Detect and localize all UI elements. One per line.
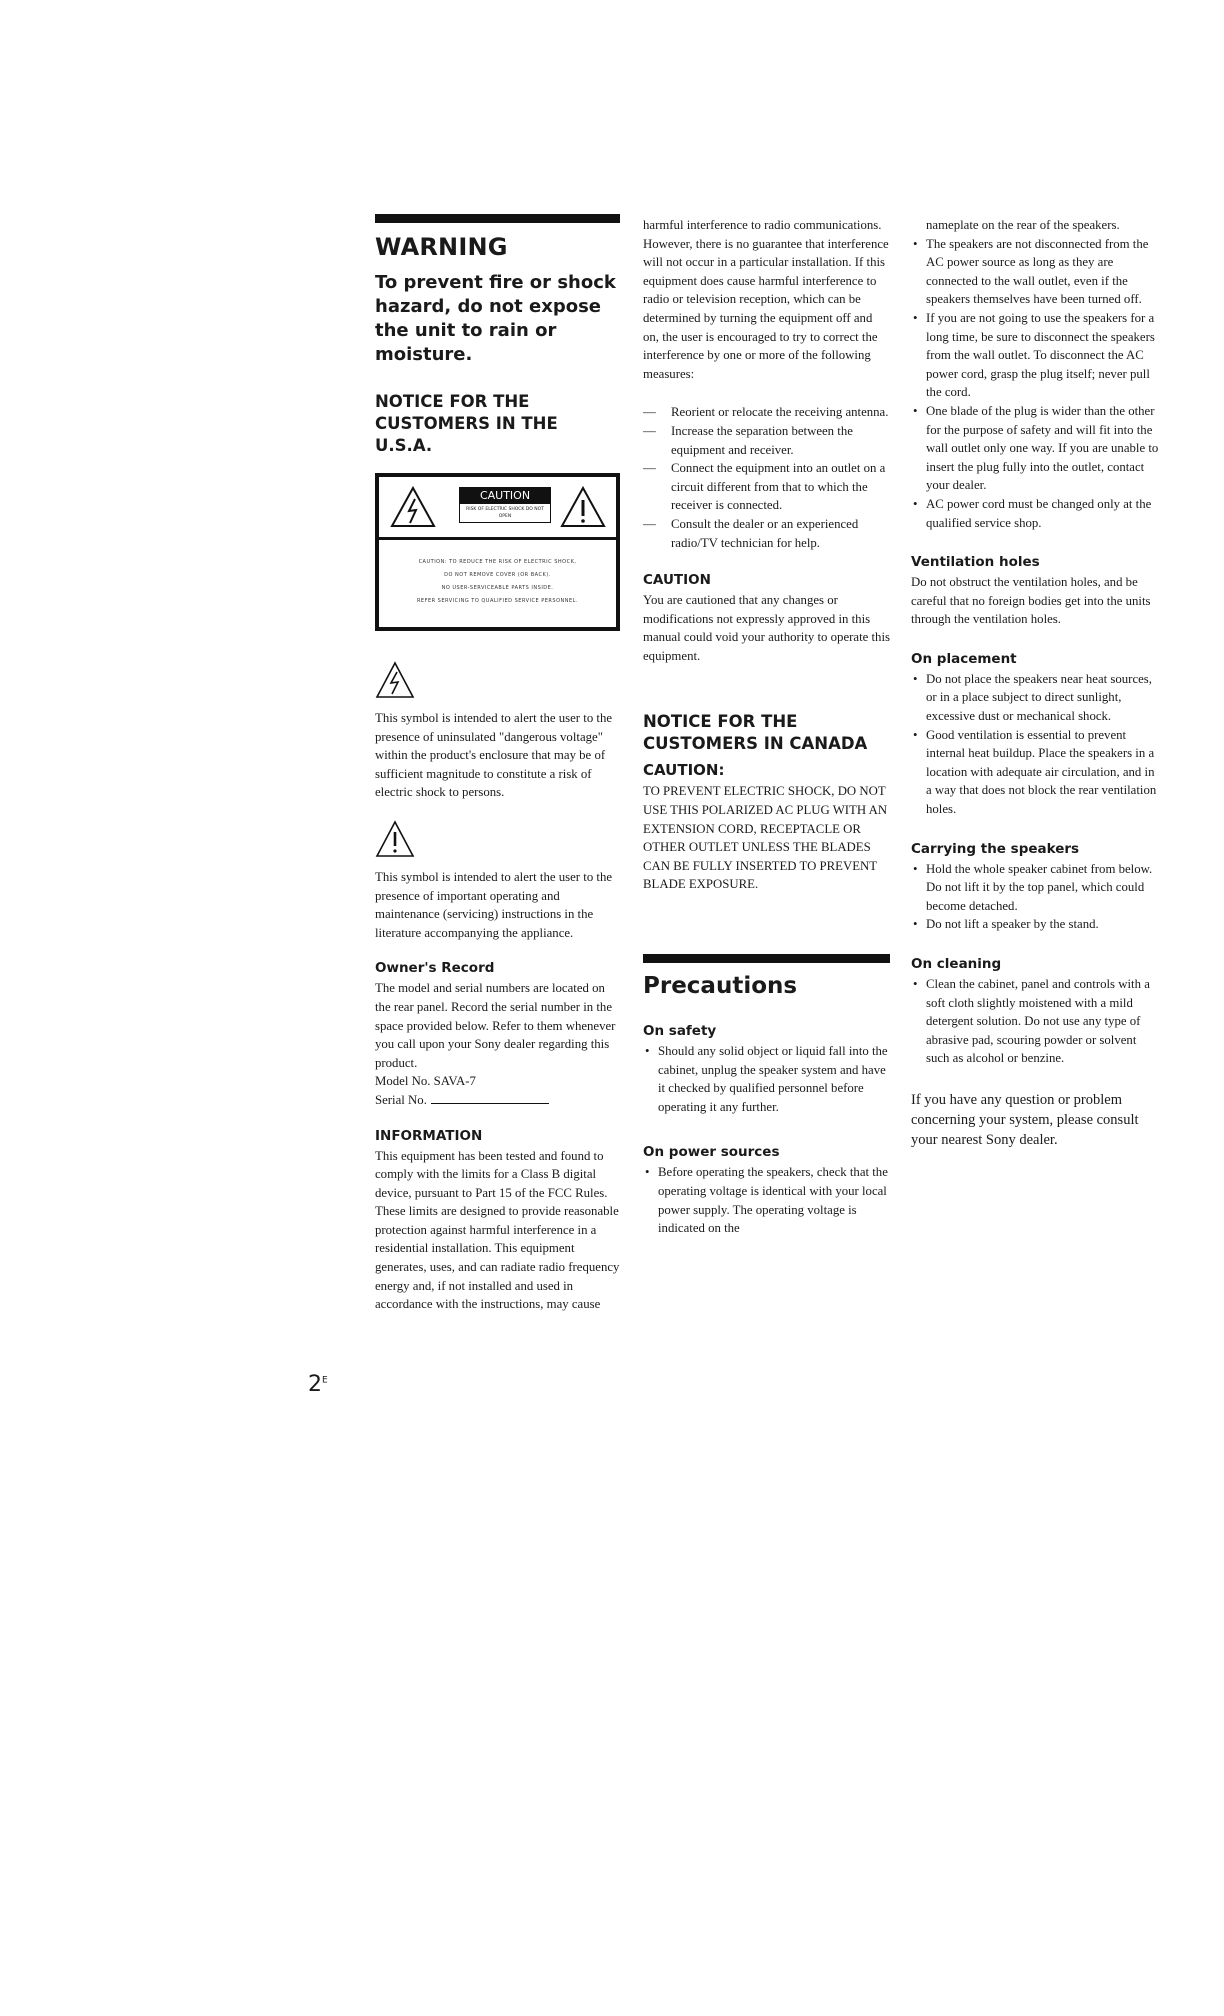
model-number: Model No. SAVA-7 bbox=[375, 1074, 476, 1089]
list-item: • Hold the whole speaker cabinet from below. Do not lift it by the top panel, which could become detached. bbox=[911, 860, 1161, 916]
carrying-heading: Carrying the speakers bbox=[911, 840, 1080, 857]
caution-label-box bbox=[459, 487, 551, 523]
placement-list bbox=[911, 670, 1161, 819]
list-item: — Consult the dealer or an experienced radio/TV technician for help. bbox=[643, 515, 890, 552]
section-rule bbox=[643, 954, 890, 963]
carrying-list bbox=[911, 860, 1161, 934]
list-item: • Good ventilation is essential to prevent internal heat buildup. Place the speakers in a location with adequate air circulation, and in a way that does not block the rear ventilation holes. bbox=[911, 726, 1161, 819]
list-item: • Do not place the speakers near heat sources, or in a place subject to direct sunlight, excessive dust or mechanical shock. bbox=[911, 670, 1161, 726]
list-item: • The speakers are not disconnected from the AC power source as long as they are connected to the wall outlet, even if the speakers themselves have been turned off. bbox=[911, 235, 1161, 309]
caution-label-line: CAUTION: TO REDUCE THE RISK OF ELECTRIC SHOCK, bbox=[418, 559, 577, 565]
serial-number-label: Serial No. bbox=[375, 1092, 427, 1107]
list-item: • Should any solid object or liquid fall into the cabinet, unplug the speaker system and have it checked by qualified personnel before operating it any further. bbox=[643, 1042, 890, 1116]
precautions-title: Precautions bbox=[643, 973, 798, 1000]
list-item: — Connect the equipment into an outlet on a circuit different from that to which the receiver is connected. bbox=[643, 459, 890, 515]
lightning-triangle-icon bbox=[389, 485, 437, 529]
caution-label-subtitle: RISK OF ELECTRIC SHOCK DO NOT OPEN bbox=[466, 507, 544, 519]
warning-subtitle: To prevent fire or shock hazard, do not expose the unit to rain or moisture. bbox=[375, 272, 616, 365]
power-sources-heading: On power sources bbox=[643, 1144, 780, 1161]
power-sources-continued: nameplate on the rear of the speakers. bbox=[926, 218, 1120, 232]
list-item: — Reorient or relocate the receiving antenna. bbox=[643, 403, 890, 422]
caution-label-line: REFER SERVICING TO QUALIFIED SERVICE PERSONNEL. bbox=[416, 598, 579, 604]
owners-record-heading: Owner's Record bbox=[375, 960, 495, 977]
owners-record-text: The model and serial numbers are located on the rear panel. Record the serial number in the space provided below. Refer to them whenever you call upon your Sony dealer regarding this product. bbox=[375, 981, 616, 1070]
caution-label-line: NO USER-SERVICEABLE PARTS INSIDE. bbox=[441, 585, 554, 591]
information-text: This equipment has been tested and found to comply with the limits for a Class B digital device, pursuant to Part 15 of the FCC Rules. These limits are designed to provide reasonable protection against harmful interference in a residential installation. This equipment generates, uses, and can radiate radio frequency energy and, if not installed and used in accordance with the instructions, may cause bbox=[375, 1148, 620, 1312]
closing-note: If you have any question or problem concerning your system, please consult your nearest Sony dealer. bbox=[911, 1091, 1139, 1148]
serial-number-blank bbox=[431, 1092, 549, 1104]
caution-heading: CAUTION bbox=[643, 572, 711, 589]
list-item: • If you are not going to use the speakers for a long time, be sure to disconnect the speakers from the wall outlet. To disconnect the AC power cord, grasp the plug itself; never pull the cord. bbox=[911, 309, 1161, 402]
list-item: • Clean the cabinet, panel and controls with a soft cloth slightly moistened with a mild detergent solution. Do not use any type of abrasive pad, scouring powder or solvent such as alcohol or benzine. bbox=[911, 975, 1161, 1068]
on-safety-list bbox=[643, 1042, 890, 1116]
caution-label-text bbox=[379, 537, 616, 608]
cleaning-heading: On cleaning bbox=[911, 956, 1002, 972]
section-rule bbox=[375, 214, 620, 223]
list-item: • Do not lift a speaker by the stand. bbox=[911, 915, 1161, 934]
interference-measures-list bbox=[643, 403, 890, 552]
list-item: • AC power cord must be changed only at the qualified service shop. bbox=[911, 495, 1161, 532]
placement-heading: On placement bbox=[911, 650, 1017, 667]
column-right bbox=[911, 216, 1161, 1150]
ventilation-heading: Ventilation holes bbox=[911, 554, 1040, 571]
list-item: • One blade of the plug is wider than the other for the purpose of safety and will fit into the wall outlet only one way. If you are unable to insert the plug fully into the outlet, contact your dealer. bbox=[911, 402, 1161, 495]
exclamation-symbol-text: This symbol is intended to alert the user to the presence of important operating and maintenance (servicing) instructions in the literature accompanying the appliance. bbox=[375, 869, 613, 940]
column-left bbox=[375, 214, 620, 1314]
list-item: — Increase the separation between the equipment and receiver. bbox=[643, 422, 890, 459]
caution-label bbox=[375, 473, 620, 631]
notice-usa-heading: NOTICE FOR THE CUSTOMERS IN THE U.S.A. bbox=[375, 392, 558, 455]
caution-canada-heading: CAUTION: bbox=[643, 761, 725, 780]
caution-text: You are cautioned that any changes or modifications not expressly approved in this manual could void your authority to operate this equipment. bbox=[643, 593, 890, 663]
lightning-triangle-icon bbox=[375, 661, 415, 699]
fcc-continued-text: harmful interference to radio communications. However, there is no guarantee that interference will not occur in a particular installation. If this equipment does cause harmful interference to radio or television reception, which can be determined by turning the equipment off and on, the user is encouraged to try to correct the interference by one or more of the following measures: bbox=[643, 218, 889, 381]
column-middle bbox=[643, 216, 890, 1238]
caution-label-line: DO NOT REMOVE COVER (OR BACK). bbox=[444, 572, 551, 578]
cleaning-list bbox=[911, 975, 1161, 1068]
page-number-suffix: E bbox=[322, 1375, 328, 1386]
page-number bbox=[308, 1372, 328, 1397]
list-item: • Before operating the speakers, check that the operating voltage is identical with your local power supply. The operating voltage is indicated on the bbox=[643, 1163, 890, 1237]
on-safety-heading: On safety bbox=[643, 1023, 717, 1040]
information-heading: INFORMATION bbox=[375, 1127, 483, 1144]
exclamation-triangle-icon bbox=[375, 820, 415, 858]
caution-label-title: CAUTION bbox=[460, 488, 550, 504]
exclamation-triangle-icon bbox=[559, 485, 607, 529]
warning-title: WARNING bbox=[375, 233, 508, 261]
notice-canada-heading: NOTICE FOR THE CUSTOMERS IN CANADA bbox=[643, 712, 868, 754]
serial-number-row bbox=[375, 1091, 620, 1110]
caution-canada-text: TO PREVENT ELECTRIC SHOCK, DO NOT USE THIS POLARIZED AC PLUG WITH AN EXTENSION CORD, RECEPTACLE OR OTHER OUTLET UNLESS THE BLADES CAN BE FULLY INSERTED TO PREVENT BLADE EXPOSURE. bbox=[643, 784, 888, 892]
power-sources-list-continued bbox=[911, 235, 1161, 533]
power-sources-list bbox=[643, 1163, 890, 1237]
ventilation-text: Do not obstruct the ventilation holes, and be careful that no foreign bodies get into the units through the ventilation holes. bbox=[911, 575, 1151, 627]
page-number-value: 2 bbox=[308, 1372, 322, 1397]
lightning-symbol-text: This symbol is intended to alert the user to the presence of uninsulated "dangerous voltage" within the product's enclosure that may be of sufficient magnitude to constitute a risk of electric shock to persons. bbox=[375, 711, 613, 800]
